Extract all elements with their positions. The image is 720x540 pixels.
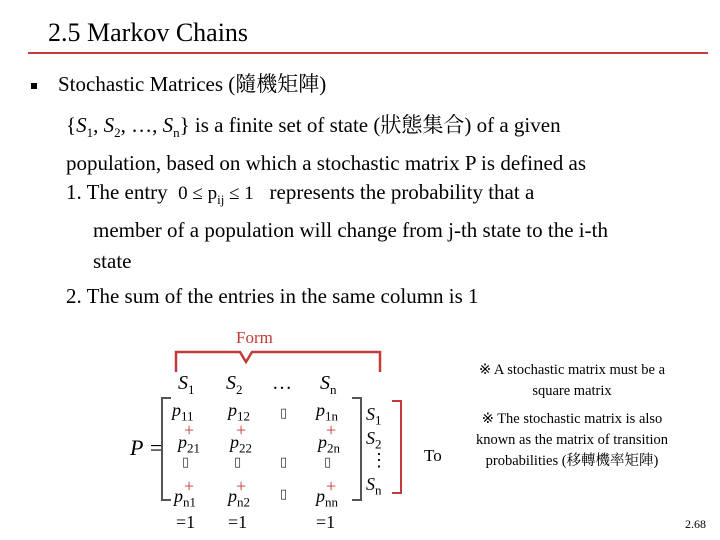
entry-letter: p xyxy=(174,486,183,506)
matrix-name xyxy=(130,435,163,461)
entry-sub: 1n xyxy=(325,408,338,424)
entry-sub: 2n xyxy=(327,440,340,456)
to-bracket xyxy=(392,400,402,494)
col-head-sub: 2 xyxy=(236,382,243,397)
column-head-s1 xyxy=(178,372,195,398)
row-label-s1 xyxy=(366,404,382,429)
list-item-2: 2. The sum of the entries in the same column is 1 xyxy=(66,284,479,308)
col-head-sub: 1 xyxy=(188,382,195,397)
matrix-right-bracket xyxy=(352,397,362,501)
entry-p21 xyxy=(178,432,200,457)
note-square-matrix: ※ A stochastic matrix must be a square matrix xyxy=(478,362,666,399)
item1-rest: represents the probability that a xyxy=(269,180,535,204)
plus-sign: + xyxy=(236,420,247,440)
col-head-text: S xyxy=(178,372,188,394)
entry-formula xyxy=(178,183,254,207)
col-head-text: S xyxy=(320,372,330,394)
entry-sub: n1 xyxy=(183,494,196,510)
col-head-text: S xyxy=(226,372,236,394)
row-label-text: S xyxy=(366,404,375,424)
entry-letter: p xyxy=(316,400,325,420)
entry-pn2 xyxy=(228,486,250,511)
placeholder-glyph: ▯ xyxy=(182,454,190,469)
placeholder-glyph: ▯ xyxy=(280,454,288,469)
plus-sign: + xyxy=(184,476,195,496)
item1-line-1 xyxy=(66,177,608,215)
bullet-square-icon xyxy=(31,83,37,89)
entry-sub: nn xyxy=(325,494,338,510)
paragraph-line-1-rest: } is a finite set of state (狀態集合) of a given xyxy=(179,113,561,137)
column-sum: =1 xyxy=(176,512,196,532)
plus-sign: + xyxy=(326,476,337,496)
entry-sub: 11 xyxy=(181,408,194,424)
entry-letter: p xyxy=(318,432,327,452)
formula-sub: ij xyxy=(217,191,225,207)
row-label-sub: 2 xyxy=(375,436,382,452)
entry-sub: 12 xyxy=(237,408,250,424)
entry-pnn xyxy=(316,486,338,511)
entry-letter: p xyxy=(316,486,325,506)
state-sn: S xyxy=(162,113,174,137)
column-head-sn xyxy=(320,372,337,398)
state-s2-sub: 2 xyxy=(114,125,121,141)
paragraph-line-1: {$S_1$, $S_2$, …, $S_n$} is a finite set of state (狀態集合) of a given xyxy=(66,113,561,141)
entry-sub: 21 xyxy=(187,440,200,456)
row-label-text: S xyxy=(366,474,375,494)
row-label-sub: n xyxy=(375,482,382,498)
section-heading: Stochastic Matrices (隨機矩陣) xyxy=(58,72,327,96)
column-sum: =1 xyxy=(316,512,336,532)
to-label: To xyxy=(424,446,442,465)
entry-p22 xyxy=(230,432,252,457)
entry-pn1 xyxy=(174,486,196,511)
placeholder-glyph: ▯ xyxy=(234,454,242,469)
row-label-dots: ⋮ xyxy=(370,450,388,470)
row-label-sn xyxy=(366,474,382,499)
form-bracket xyxy=(174,348,384,374)
entry-p2n xyxy=(318,432,340,457)
formula-main: 0 ≤ p xyxy=(178,183,218,204)
entry-letter: p xyxy=(172,400,181,420)
list-item-1 xyxy=(66,177,608,277)
entry-letter: p xyxy=(178,432,187,452)
row-label-s2 xyxy=(366,428,382,453)
column-head-ellipsis: … xyxy=(272,372,292,394)
form-label: Form xyxy=(236,328,273,347)
paragraph-line-2: population, based on which a stochastic matrix P is defined as xyxy=(66,151,587,176)
row-label-text: S xyxy=(366,428,375,448)
plus-sign: + xyxy=(236,476,247,496)
matrix-name-text: P = xyxy=(130,435,164,460)
title-underline xyxy=(28,52,708,54)
placeholder-glyph: ▯ xyxy=(324,454,332,469)
brace-open: { xyxy=(66,113,77,137)
placeholder-glyph: ▯ xyxy=(280,486,288,501)
state-s2: S xyxy=(103,113,115,137)
entry-letter: p xyxy=(230,432,239,452)
column-sum: =1 xyxy=(228,512,248,532)
state-s1: S xyxy=(76,113,87,137)
entry-sub: n2 xyxy=(237,494,250,510)
note-transition-probabilities: ※ The stochastic matrix is also known as the matrix of transition probabilities (移轉機率矩陣) xyxy=(475,411,669,469)
page-number: 2.68 xyxy=(685,517,706,531)
column-head-s2 xyxy=(226,372,243,398)
slide-title: 2.5 Markov Chains xyxy=(48,18,249,47)
entry-letter: p xyxy=(228,400,237,420)
placeholder-glyph: ▯ xyxy=(280,405,288,420)
item1-prefix: 1. The entry xyxy=(66,180,168,204)
entry-sub: 22 xyxy=(239,440,252,456)
col-head-sub: n xyxy=(330,382,337,397)
formula-end: ≤ 1 xyxy=(229,183,254,204)
plus-sign: + xyxy=(184,420,195,440)
item1-line-2: member of a population will change from j-th state to the i-th xyxy=(93,217,608,242)
state-s1-sub: 1 xyxy=(86,125,94,141)
item1-line-3: state xyxy=(93,248,132,273)
matrix-left-bracket xyxy=(161,397,171,501)
entry-letter: p xyxy=(228,486,237,506)
plus-sign: + xyxy=(326,420,337,440)
row-label-sub: 1 xyxy=(375,412,382,428)
state-sn-sub: n xyxy=(173,125,180,141)
definition-paragraph xyxy=(66,110,586,179)
